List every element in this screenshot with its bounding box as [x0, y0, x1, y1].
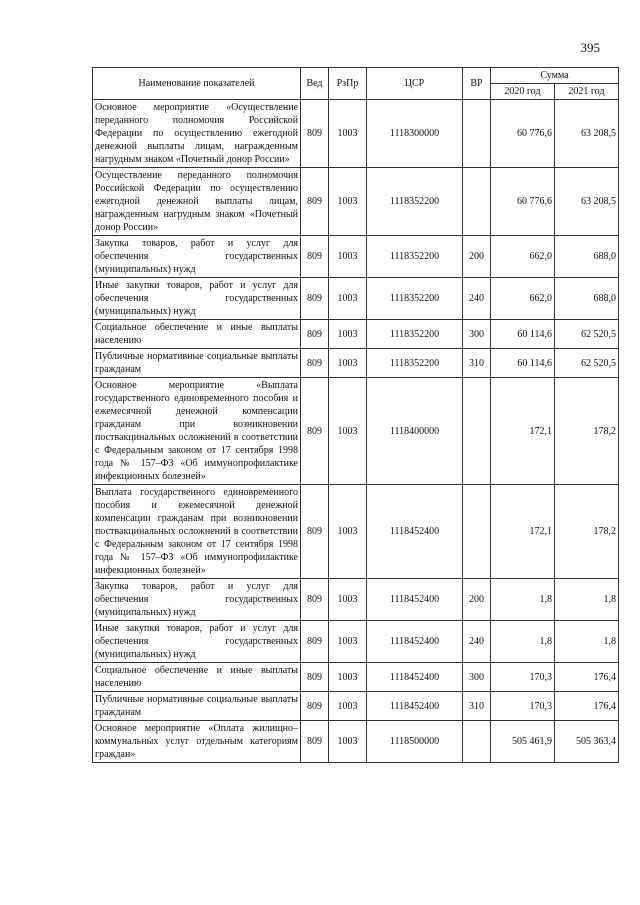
row-name: Публичные нормативные социальные выплаты гражданам [93, 692, 301, 721]
table-header [93, 68, 619, 100]
row-csr: 1118500000 [367, 721, 463, 763]
row-ved: 809 [301, 236, 329, 278]
header-vr: ВР [463, 68, 491, 100]
row-ved: 809 [301, 621, 329, 663]
row-rzpr: 1003 [329, 579, 367, 621]
row-sum-2021: 688,0 [555, 236, 619, 278]
table-row [93, 320, 619, 349]
row-ved: 809 [301, 485, 329, 579]
row-name: Основное мероприятие «Осуществление переданного полномочия Российской Федерации по осуществлению ежегодной денежной выплаты лицам, награжденным нагрудным знаком «Почетный донор России» [93, 100, 301, 168]
row-sum-2021: 63 208,5 [555, 168, 619, 236]
row-ved: 809 [301, 168, 329, 236]
table-row [93, 378, 619, 485]
row-vr [463, 378, 491, 485]
table-row [93, 692, 619, 721]
row-rzpr: 1003 [329, 721, 367, 763]
row-ved: 809 [301, 378, 329, 485]
row-name: Осуществление переданного полномочия Российской Федерации по осуществлению ежегодной денежной выплаты лицам, награжденным нагрудным знаком «Почетный донор России» [93, 168, 301, 236]
header-name: Наименование показателей [93, 68, 301, 100]
row-sum-2021: 178,2 [555, 485, 619, 579]
table-row [93, 168, 619, 236]
row-rzpr: 1003 [329, 692, 367, 721]
row-ved: 809 [301, 579, 329, 621]
row-csr: 1118452400 [367, 663, 463, 692]
row-ved: 809 [301, 320, 329, 349]
row-sum-2020: 60 776,6 [491, 168, 555, 236]
table-row [93, 621, 619, 663]
header-ved: Вед [301, 68, 329, 100]
row-ved: 809 [301, 278, 329, 320]
row-sum-2021: 176,4 [555, 692, 619, 721]
row-vr: 300 [463, 320, 491, 349]
row-sum-2020: 1,8 [491, 621, 555, 663]
row-ved: 809 [301, 721, 329, 763]
header-2021: 2021 год [555, 84, 619, 100]
row-sum-2020: 662,0 [491, 278, 555, 320]
table-row [93, 100, 619, 168]
row-vr [463, 485, 491, 579]
table-row [93, 721, 619, 763]
row-rzpr: 1003 [329, 320, 367, 349]
row-name: Закупка товаров, работ и услуг для обеспечения государственных (муниципальных) нужд [93, 579, 301, 621]
header-sum: Сумма [491, 68, 619, 84]
row-vr: 200 [463, 236, 491, 278]
row-name: Иные закупки товаров, работ и услуг для обеспечения государственных (муниципальных) нужд [93, 621, 301, 663]
row-sum-2020: 505 461,9 [491, 721, 555, 763]
row-sum-2021: 62 520,5 [555, 320, 619, 349]
row-rzpr: 1003 [329, 168, 367, 236]
table-row [93, 278, 619, 320]
table-row [93, 236, 619, 278]
row-csr: 1118352200 [367, 349, 463, 378]
row-csr: 1118352200 [367, 236, 463, 278]
row-ved: 809 [301, 349, 329, 378]
row-vr: 200 [463, 579, 491, 621]
row-sum-2021: 1,8 [555, 621, 619, 663]
row-vr: 240 [463, 621, 491, 663]
row-rzpr: 1003 [329, 278, 367, 320]
row-rzpr: 1003 [329, 349, 367, 378]
row-csr: 1118452400 [367, 621, 463, 663]
row-vr: 240 [463, 278, 491, 320]
row-sum-2020: 170,3 [491, 692, 555, 721]
row-sum-2021: 1,8 [555, 579, 619, 621]
row-csr: 1118352200 [367, 168, 463, 236]
row-csr: 1118452400 [367, 579, 463, 621]
row-name: Социальное обеспечение и иные выплаты населению [93, 320, 301, 349]
row-rzpr: 1003 [329, 378, 367, 485]
row-vr: 310 [463, 349, 491, 378]
row-rzpr: 1003 [329, 663, 367, 692]
row-name: Иные закупки товаров, работ и услуг для обеспечения государственных (муниципальных) нужд [93, 278, 301, 320]
row-csr: 1118352200 [367, 320, 463, 349]
row-rzpr: 1003 [329, 621, 367, 663]
table-row [93, 349, 619, 378]
row-sum-2020: 60 114,6 [491, 349, 555, 378]
row-csr: 1118352200 [367, 278, 463, 320]
row-name: Публичные нормативные социальные выплаты гражданам [93, 349, 301, 378]
row-ved: 809 [301, 692, 329, 721]
row-name: Социальное обеспечение и иные выплаты населению [93, 663, 301, 692]
row-ved: 809 [301, 663, 329, 692]
row-vr [463, 721, 491, 763]
row-sum-2021: 505 363,4 [555, 721, 619, 763]
row-sum-2020: 60 114,6 [491, 320, 555, 349]
row-rzpr: 1003 [329, 236, 367, 278]
row-sum-2020: 1,8 [491, 579, 555, 621]
row-sum-2021: 63 208,5 [555, 100, 619, 168]
row-rzpr: 1003 [329, 485, 367, 579]
row-vr: 300 [463, 663, 491, 692]
row-name: Основное мероприятие «Оплата жилищно–коммунальных услуг отдельным категориям граждан» [93, 721, 301, 763]
row-vr [463, 168, 491, 236]
row-name: Закупка товаров, работ и услуг для обеспечения государственных (муниципальных) нужд [93, 236, 301, 278]
row-sum-2021: 178,2 [555, 378, 619, 485]
budget-table [92, 67, 619, 763]
header-csr: ЦСР [367, 68, 463, 100]
row-sum-2020: 662,0 [491, 236, 555, 278]
table-row [93, 663, 619, 692]
row-vr [463, 100, 491, 168]
row-sum-2020: 172,1 [491, 485, 555, 579]
row-sum-2020: 170,3 [491, 663, 555, 692]
row-name: Основное мероприятие «Выплата государственного единовременного пособия и ежемесячной денежной компенсации гражданам при возникновении поствакцинальных осложнений в соответствии с Федеральным законом от 17 сентября 1998 года № 157–ФЗ «Об иммунопрофилактике инфекционных болезней» [93, 378, 301, 485]
row-name: Выплата государственного единовременного пособия и ежемесячной денежной компенсации гражданам при возникновении поствакцинальных осложнений в соответствии с Федеральным законом от 17 сентября 1998 года № 157–ФЗ «Об иммунопрофилактике инфекционных болезней» [93, 485, 301, 579]
table-row [93, 579, 619, 621]
row-csr: 1118400000 [367, 378, 463, 485]
row-sum-2021: 62 520,5 [555, 349, 619, 378]
page-number: 395 [580, 40, 600, 55]
row-csr: 1118452400 [367, 485, 463, 579]
row-csr: 1118300000 [367, 100, 463, 168]
row-sum-2021: 176,4 [555, 663, 619, 692]
table-body [93, 100, 619, 763]
row-ved: 809 [301, 100, 329, 168]
header-rzpr: РзПр [329, 68, 367, 100]
row-vr: 310 [463, 692, 491, 721]
header-2020: 2020 год [491, 84, 555, 100]
row-rzpr: 1003 [329, 100, 367, 168]
row-sum-2020: 172,1 [491, 378, 555, 485]
row-sum-2020: 60 776,6 [491, 100, 555, 168]
row-csr: 1118452400 [367, 692, 463, 721]
table-row [93, 485, 619, 579]
row-sum-2021: 688,0 [555, 278, 619, 320]
